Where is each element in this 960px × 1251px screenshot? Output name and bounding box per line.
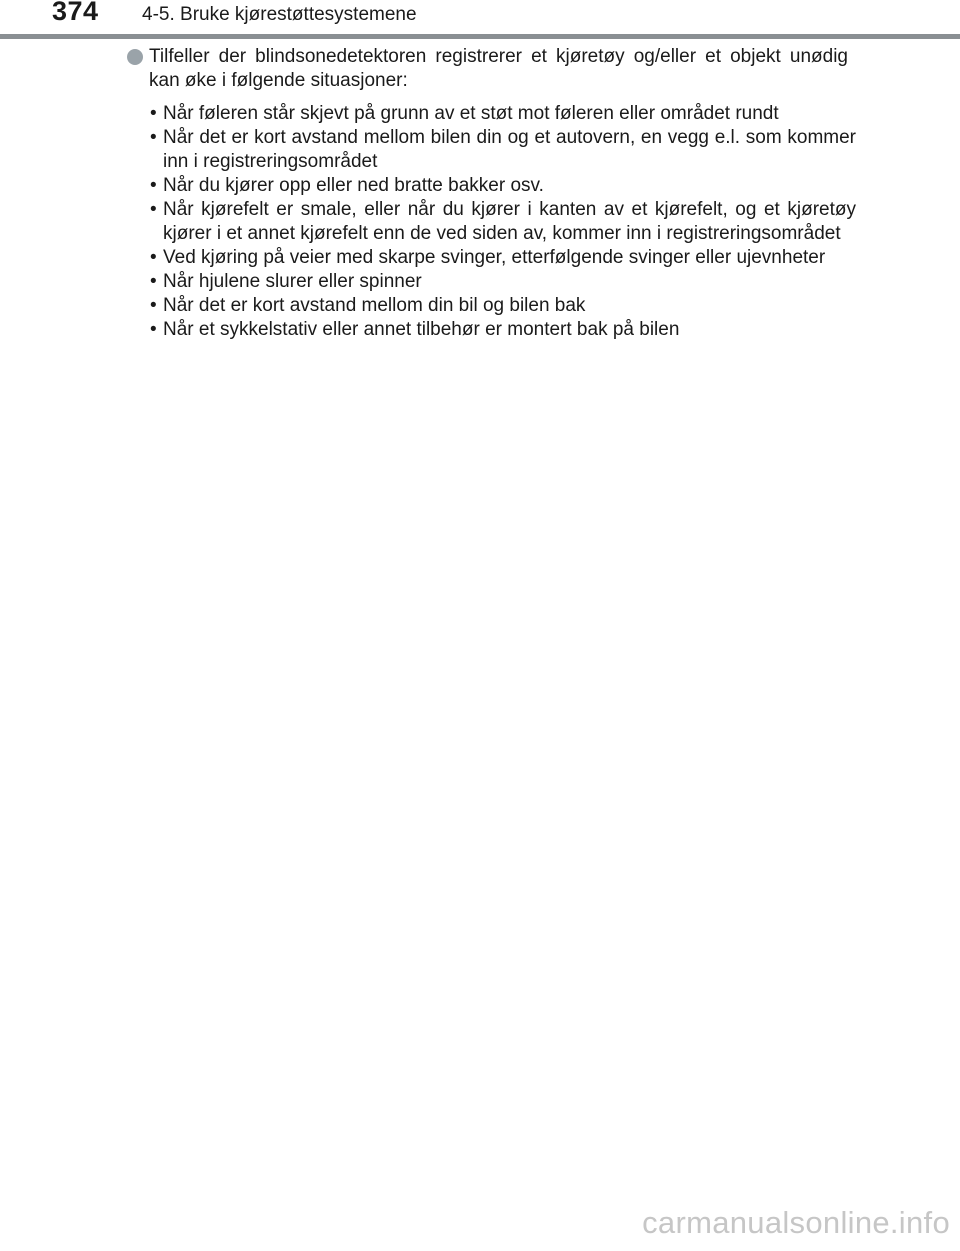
bullet-icon: • [150, 199, 157, 220]
round-bullet-icon [127, 49, 143, 65]
list-item [135, 174, 856, 198]
list-item [135, 198, 856, 246]
bullet-icon: • [150, 103, 157, 124]
list-item-text: Når du kjører opp eller ned bratte bakker osv. [163, 175, 544, 196]
list-item [135, 126, 856, 174]
main-content [135, 45, 856, 342]
intro-paragraph [135, 45, 848, 93]
bullet-icon: • [150, 271, 157, 292]
list-item-text: Ved kjøring på veier med skarpe svinger, etterfølgende svinger eller ujevnheter [163, 247, 826, 268]
list-item-text: Når et sykkelstativ eller annet tilbehør er montert bak på bilen [163, 319, 680, 340]
bullet-icon: • [150, 127, 157, 148]
situation-list [135, 102, 856, 342]
list-item [135, 294, 856, 318]
bullet-icon: • [150, 295, 157, 316]
bullet-icon: • [150, 175, 157, 196]
list-item [135, 270, 856, 294]
list-item [135, 246, 856, 270]
list-item-text: Når det er kort avstand mellom bilen din og et autovern, en vegg e.l. som kommer inn i registreringsområdet [163, 127, 856, 172]
bullet-icon: • [150, 319, 157, 340]
intro-text: Tilfeller der blindsonedetektoren registrerer et kjøretøy og/eller et objekt unødig kan øke i følgende situasjoner: [149, 46, 848, 91]
bullet-icon: • [150, 247, 157, 268]
page-number: 374 [52, 0, 99, 26]
list-item-text: Når det er kort avstand mellom din bil og bilen bak [163, 295, 586, 316]
list-item-text: Når kjørefelt er smale, eller når du kjører i kanten av et kjørefelt, og et kjøretøy kjører i et annet kjørefelt enn de ved siden av, kommer inn i registreringsområdet [163, 199, 856, 244]
section-title: 4-5. Bruke kjørestøttesystemene [142, 4, 417, 25]
watermark: carmanualsonline.info [642, 1205, 950, 1240]
list-item [135, 102, 856, 126]
list-item-text: Når føleren står skjevt på grunn av et støt mot føleren eller området rundt [163, 103, 779, 124]
list-item-text: Når hjulene slurer eller spinner [163, 271, 422, 292]
header-divider [0, 34, 960, 39]
list-item [135, 318, 856, 342]
